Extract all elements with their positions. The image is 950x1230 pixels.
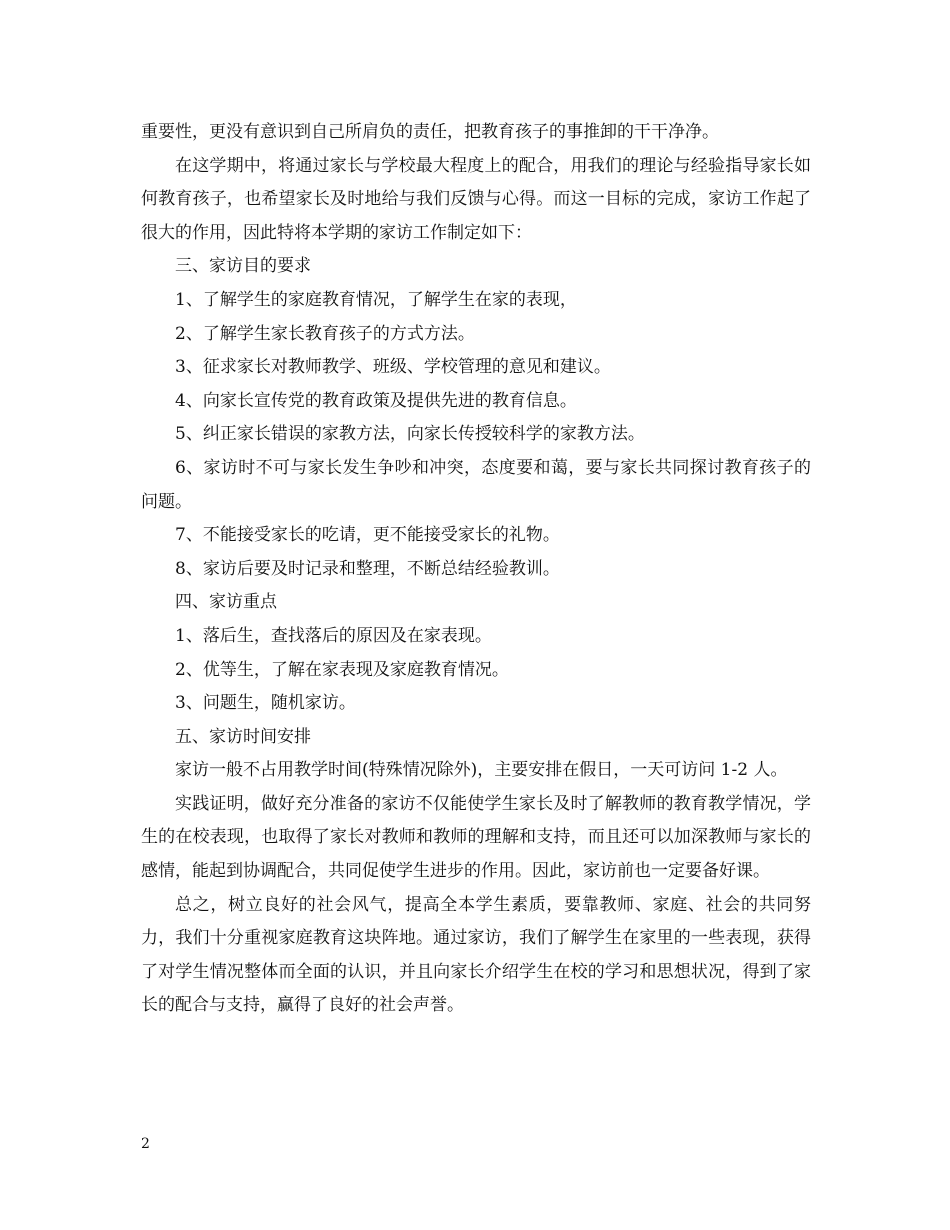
list-item: 1、落后生，查找落后的原因及在家表现。 [175, 625, 492, 646]
paragraph: 实践证明，做好充分准备的家访不仅能使学生家长及时了解教师的教育教学情况，学生的在校表现，也取得了家长对教师和教师的理解和支持，而且还可以加深教师与家长的感情，能起到协调配合，共同促使学生进步的作用。因此，家访前也一定要备好课。 [141, 793, 811, 882]
section-heading: 四、家访重点 [175, 592, 277, 613]
list-item: 5、纠正家长错误的家教方法，向家长传授较科学的家教方法。 [175, 424, 645, 445]
paragraph: 重要性，更没有意识到自己所肩负的责任，把教育孩子的事推卸的干干净净。 [141, 122, 719, 142]
document-body [141, 116, 811, 1023]
section-heading: 五、家访时间安排 [175, 726, 311, 747]
list-item: 7、不能接受家长的吃请，更不能接受家长的礼物。 [175, 525, 560, 546]
paragraph: 在这学期中，将通过家长与学校最大程度上的配合，用我们的理论与经验指导家长如何教育孩子，也希望家长及时地给与我们反馈与心得。而这一目标的完成，家访工作起了很大的作用，因此特将本学期的家访工作制定如下： [141, 155, 811, 243]
page-number: 2 [141, 1136, 150, 1152]
list-item: 4、向家长宣传党的教育政策及提供先进的教育信息。 [175, 390, 577, 411]
paragraph: 家访一般不占用教学时间(特殊情况除外)，主要安排在假日，一天可访问 1-2 人。 [175, 760, 788, 781]
list-item: 2、优等生，了解在家表现及家庭教育情况。 [175, 659, 509, 680]
list-item: 3、征求家长对教师教学、班级、学校管理的意见和建议。 [175, 357, 611, 378]
paragraph: 总之，树立良好的社会风气，提高全本学生素质，要靠教师、家庭、社会的共同努力，我们十分重视家庭教育这块阵地。通过家访，我们了解学生在家里的一些表现，获得了对学生情况整体而全面的认识，并且向家长介绍学生在校的学习和思想状况，得到了家长的配合与支持，赢得了良好的社会声誉。 [141, 894, 811, 1016]
list-item: 8、家访后要及时记录和整理，不断总结经验教训。 [175, 558, 560, 579]
list-item: 1、了解学生的家庭教育情况，了解学生在家的表现， [175, 289, 577, 310]
section-heading: 三、家访目的要求 [175, 256, 311, 277]
list-item: 3、问题生，随机家访。 [175, 693, 356, 714]
list-item: 2、了解学生家长教育孩子的方式方法。 [175, 323, 475, 344]
list-item: 6、家访时不可与家长发生争吵和冲突，态度要和蔼，要与家长共同探讨教育孩子的问题。 [141, 457, 811, 512]
